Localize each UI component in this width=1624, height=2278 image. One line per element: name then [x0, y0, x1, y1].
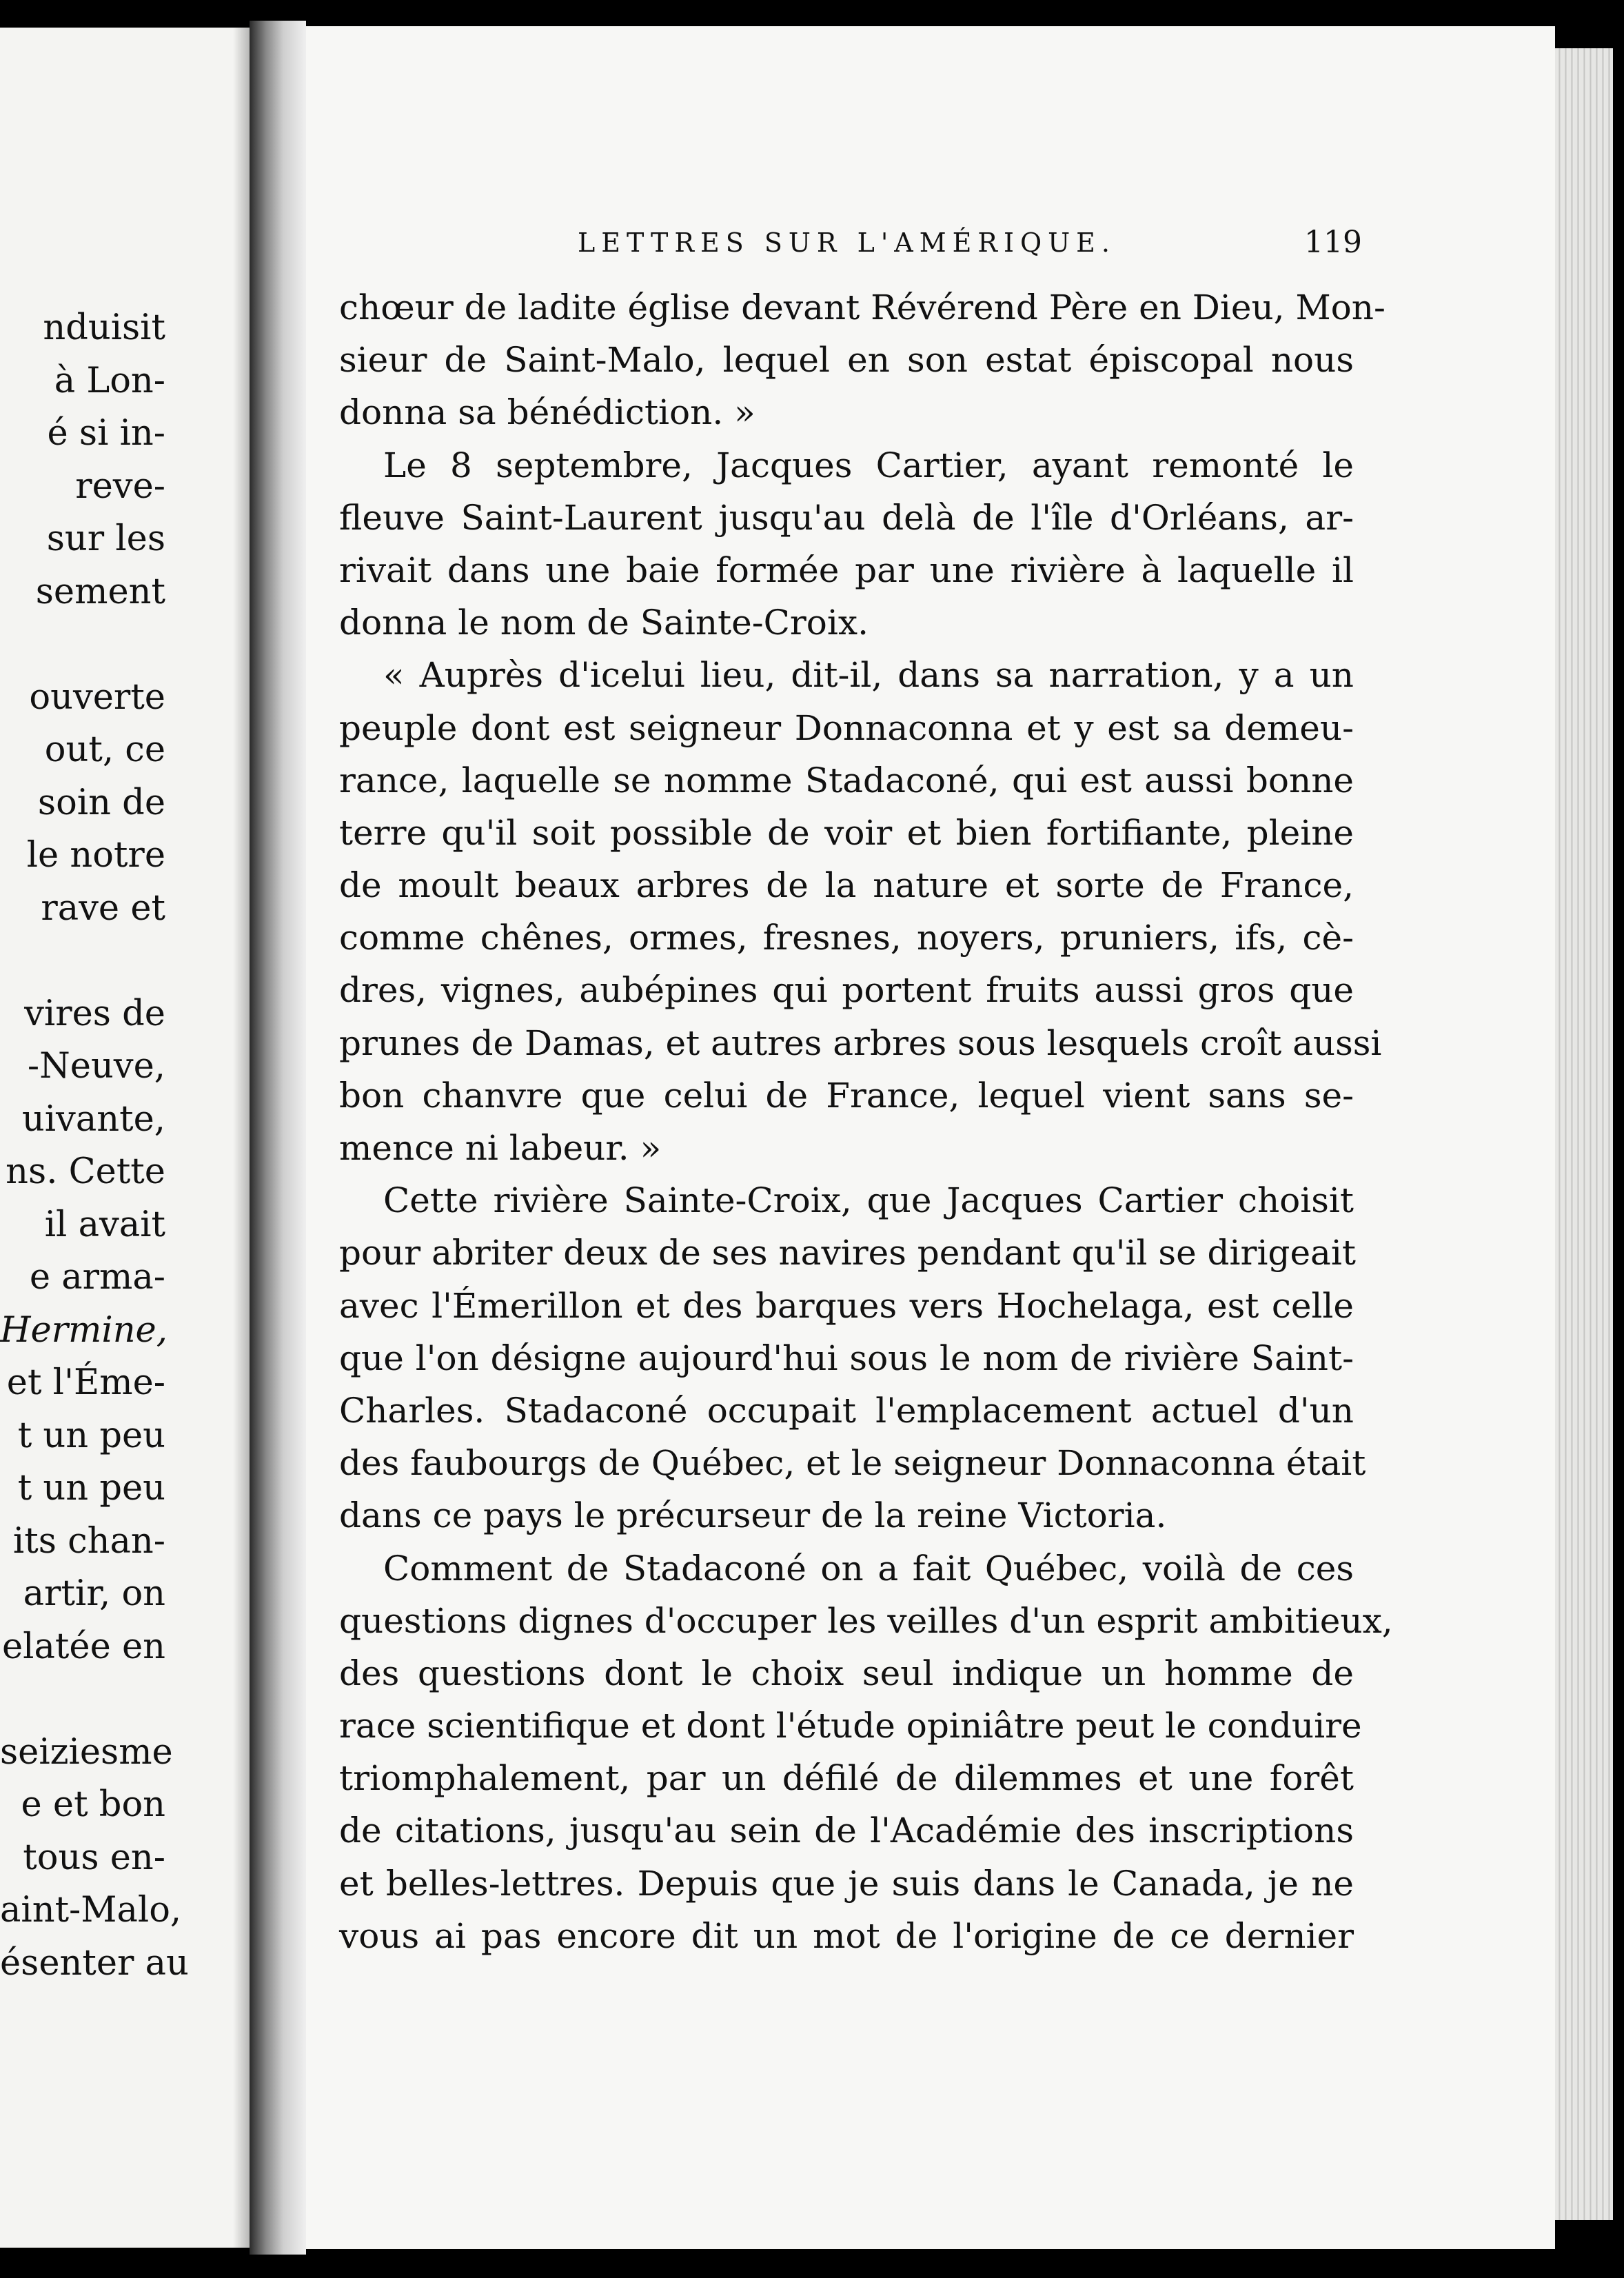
left-line: artir, on [23, 1573, 165, 1614]
left-line: et l'Éme- [6, 1362, 165, 1403]
left-line: ouverte [29, 676, 165, 718]
left-line: elatée en [2, 1626, 165, 1667]
text-line: Cette rivière Sainte-Croix, que Jacques Cartier choisit [383, 1180, 1354, 1221]
left-line: e arma- [29, 1257, 165, 1298]
left-line: ésenter au [0, 1942, 189, 1984]
left-line: il avait [44, 1204, 165, 1245]
left-line: e et bon [21, 1784, 165, 1825]
text-line: des questions dont le choix seul indique un homme de [339, 1653, 1354, 1693]
left-line: à Lon- [54, 360, 165, 401]
text-line: comme chênes, ormes, fresnes, noyers, pruniers, ifs, cè- [339, 918, 1354, 958]
text-line: mence ni labeur. » [339, 1128, 662, 1168]
left-line: le notre [26, 835, 165, 876]
text-line: race scientifique et dont l'étude opiniâtre peut le conduire [339, 1706, 1362, 1746]
text-line: que l'on désigne aujourd'hui sous le nom de rivière Saint- [339, 1338, 1354, 1378]
left-line: rave et [41, 887, 165, 929]
page-edges [1555, 48, 1613, 2220]
text-line: et belles-lettres. Depuis que je suis dans le Canada, je ne [339, 1863, 1354, 1904]
text-line: Charles. Stadaconé occupait l'emplacement actuel d'un [339, 1390, 1354, 1431]
left-line [0, 935, 165, 988]
left-line: out, ce [44, 729, 165, 770]
body-text [339, 281, 1393, 1962]
previous-page-text [0, 302, 189, 1990]
text-line: Comment de Stadaconé on a fait Québec, voilà de ces [383, 1548, 1354, 1589]
previous-page [0, 28, 250, 2248]
text-line: rivait dans une baie formée par une rivière à laquelle il [339, 550, 1354, 590]
left-line [0, 1673, 165, 1726]
left-line: uivante, [21, 1098, 165, 1140]
left-line: sur les [46, 518, 165, 559]
text-line: bon chanvre que celui de France, lequel vient sans se- [339, 1075, 1354, 1116]
left-line: soin de [37, 782, 165, 823]
left-line: nduisit [43, 308, 165, 348]
left-line: t un peu [17, 1415, 165, 1456]
left-line: vires de [24, 993, 165, 1034]
left-line: tous en- [23, 1837, 165, 1878]
text-line: sieur de Saint-Malo, lequel en son estat épiscopal nous [339, 340, 1354, 381]
page-number: 119 [1304, 225, 1362, 260]
text-line: avec l'Émerillon et des barques vers Hochelaga, est celle [339, 1285, 1354, 1326]
text-line: vous ai pas encore dit un mot de l'origine de ce dernier [339, 1915, 1354, 1956]
left-line [0, 618, 165, 672]
text-line: pour abriter deux de ses navires pendant qu'il se dirigeait [339, 1233, 1356, 1273]
text-line: rance, laquelle se nomme Stadaconé, qui est aussi bonne [339, 760, 1354, 800]
text-line: dans ce pays le précurseur de la reine Victoria. [339, 1495, 1167, 1536]
text-line: prunes de Damas, et autres arbres sous lesquels croît aussi [339, 1022, 1382, 1063]
text-line: triomphalement, par un défilé de dilemmes et une forêt [339, 1758, 1354, 1799]
left-line: sement [35, 571, 165, 612]
text-line: « Auprès d'icelui lieu, dit-il, dans sa narration, y a un [383, 655, 1354, 696]
left-line: seiziesme [0, 1731, 173, 1773]
text-line: des faubourgs de Québec, et le seigneur Donnaconna était [339, 1443, 1366, 1484]
left-line: é si in- [47, 413, 165, 454]
text-line: de moult beaux arbres de la nature et sorte de France, [339, 865, 1354, 906]
text-line: terre qu'il soit possible de voir et bien fortifiante, pleine [339, 812, 1354, 853]
text-line: fleuve Saint-Laurent jusqu'au delà de l'île d'Orléans, ar- [339, 497, 1354, 538]
text-line: peuple dont est seigneur Donnaconna et y est sa demeu- [339, 707, 1354, 748]
text-line: chœur de ladite église devant Révérend Père en Dieu, Mon- [339, 288, 1386, 327]
running-title: LETTRES SUR L'AMÉRIQUE. [578, 228, 1116, 258]
text-line: questions dignes d'occuper les veilles d'un esprit ambitieux, [339, 1600, 1393, 1641]
left-line: reve- [75, 465, 165, 507]
text-line: Le 8 septembre, Jacques Cartier, ayant remonté le [383, 445, 1354, 485]
left-line: ns. Cette [6, 1151, 165, 1192]
left-line: -Neuve, [27, 1046, 165, 1087]
left-line: Hermine, [0, 1309, 168, 1351]
text-line: donna le nom de Sainte-Croix. [339, 603, 869, 643]
left-line: aint-Malo, [0, 1890, 182, 1931]
left-line: t un peu [17, 1468, 165, 1509]
text-line: donna sa bénédiction. » [339, 392, 755, 433]
left-line: its chan- [12, 1520, 165, 1562]
page-curve-shadow [233, 28, 250, 2248]
text-line: dres, vignes, aubépines qui portent fruits aussi gros que [339, 970, 1354, 1011]
book-gutter [250, 21, 306, 2255]
text-line: de citations, jusqu'au sein de l'Académie des inscriptions [339, 1811, 1354, 1851]
